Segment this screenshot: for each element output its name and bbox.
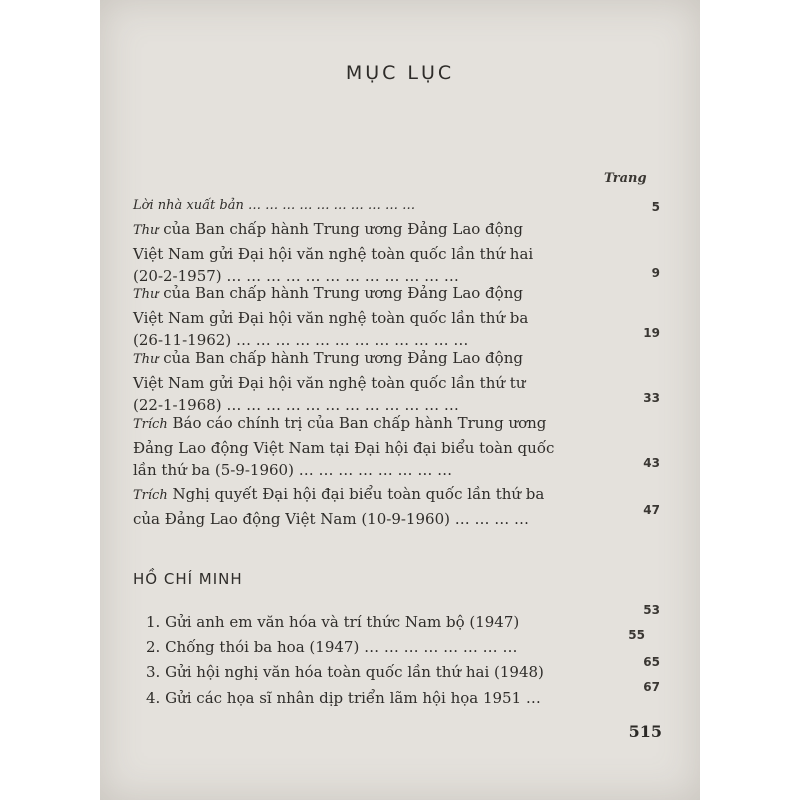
toc-entry-lead: Trích	[133, 488, 168, 503]
toc-entry-line: Việt Nam gửi Đại hội văn nghệ toàn quốc lần thứ hai	[133, 244, 534, 263]
toc-entry-lead: Thư	[133, 287, 159, 302]
toc-page-number: 33	[643, 391, 660, 405]
toc-entry	[133, 282, 603, 352]
toc-item: 2. Chống thói ba hoa (1947) … … … … … … … …	[146, 638, 518, 656]
toc-entry-line: (26-11-1962) … … … … … … … … … … … …	[133, 331, 469, 349]
toc-entry-line: của Ban chấp hành Trung ương Đảng Lao động	[163, 349, 523, 367]
page-column-label: Trang	[604, 171, 647, 186]
toc-entry-line: của Ban chấp hành Trung ương Đảng Lao động	[163, 284, 523, 302]
toc-entry-line: Đảng Lao động Việt Nam tại Đại hội đại biểu toàn quốc	[133, 438, 555, 457]
toc-page-number: 9	[651, 266, 660, 280]
book-page	[100, 0, 700, 800]
toc-entry-line: Báo cáo chính trị của Ban chấp hành Trung ương	[172, 414, 547, 432]
toc-entry	[133, 483, 603, 530]
toc-page-number: 47	[643, 503, 660, 517]
toc-entry	[133, 412, 603, 482]
folio-page-number: 515	[628, 722, 662, 741]
toc-entry	[133, 347, 603, 417]
toc-entry-lead: Thư	[133, 223, 159, 238]
toc-item: 3. Gửi hội nghị văn hóa toàn quốc lần thứ hai (1948)	[146, 663, 544, 681]
toc-entry-line: lần thứ ba (5-9-1960) … … … … … … … …	[133, 461, 453, 479]
toc-entry-publisher-note	[133, 195, 603, 218]
page-title: MỤC LỤC	[345, 62, 455, 84]
toc-page-number: 19	[643, 326, 660, 340]
toc-entry-line: (20-2-1957) … … … … … … … … … … … …	[133, 267, 459, 285]
toc-entry-line: Nghị quyết Đại hội đại biểu toàn quốc lần thứ ba	[172, 485, 545, 503]
toc-item: 4. Gửi các họa sĩ nhân dịp triển lãm hội họa 1951 …	[146, 689, 541, 707]
toc-page-number: 53	[643, 603, 660, 617]
section-heading: HỒ CHÍ MINH	[133, 570, 243, 588]
toc-page-number: 65	[643, 655, 660, 669]
toc-entry-line: (22-1-1968) … … … … … … … … … … … …	[133, 396, 459, 414]
toc-page-number: 67	[643, 680, 660, 694]
toc-entry-line: của Ban chấp hành Trung ương Đảng Lao động	[163, 220, 523, 238]
toc-entry-line: Việt Nam gửi Đại hội văn nghệ toàn quốc lần thứ tư	[133, 373, 526, 392]
toc-page-number: 5	[651, 200, 660, 214]
toc-page-number: 43	[643, 456, 660, 470]
toc-entry-lead: Thư	[133, 352, 159, 367]
toc-entry	[133, 218, 603, 288]
toc-entry-line: Lời nhà xuất bản … … … … … … … … … …	[133, 198, 416, 213]
toc-page-number: 55	[628, 628, 645, 642]
toc-entry-line: Việt Nam gửi Đại hội văn nghệ toàn quốc lần thứ ba	[133, 308, 529, 327]
toc-entry-lead: Trích	[133, 417, 168, 432]
toc-item: 1. Gửi anh em văn hóa và trí thức Nam bộ (1947)	[146, 613, 520, 631]
toc-entry-line: của Đảng Lao động Việt Nam (10-9-1960) … … … …	[133, 509, 530, 528]
